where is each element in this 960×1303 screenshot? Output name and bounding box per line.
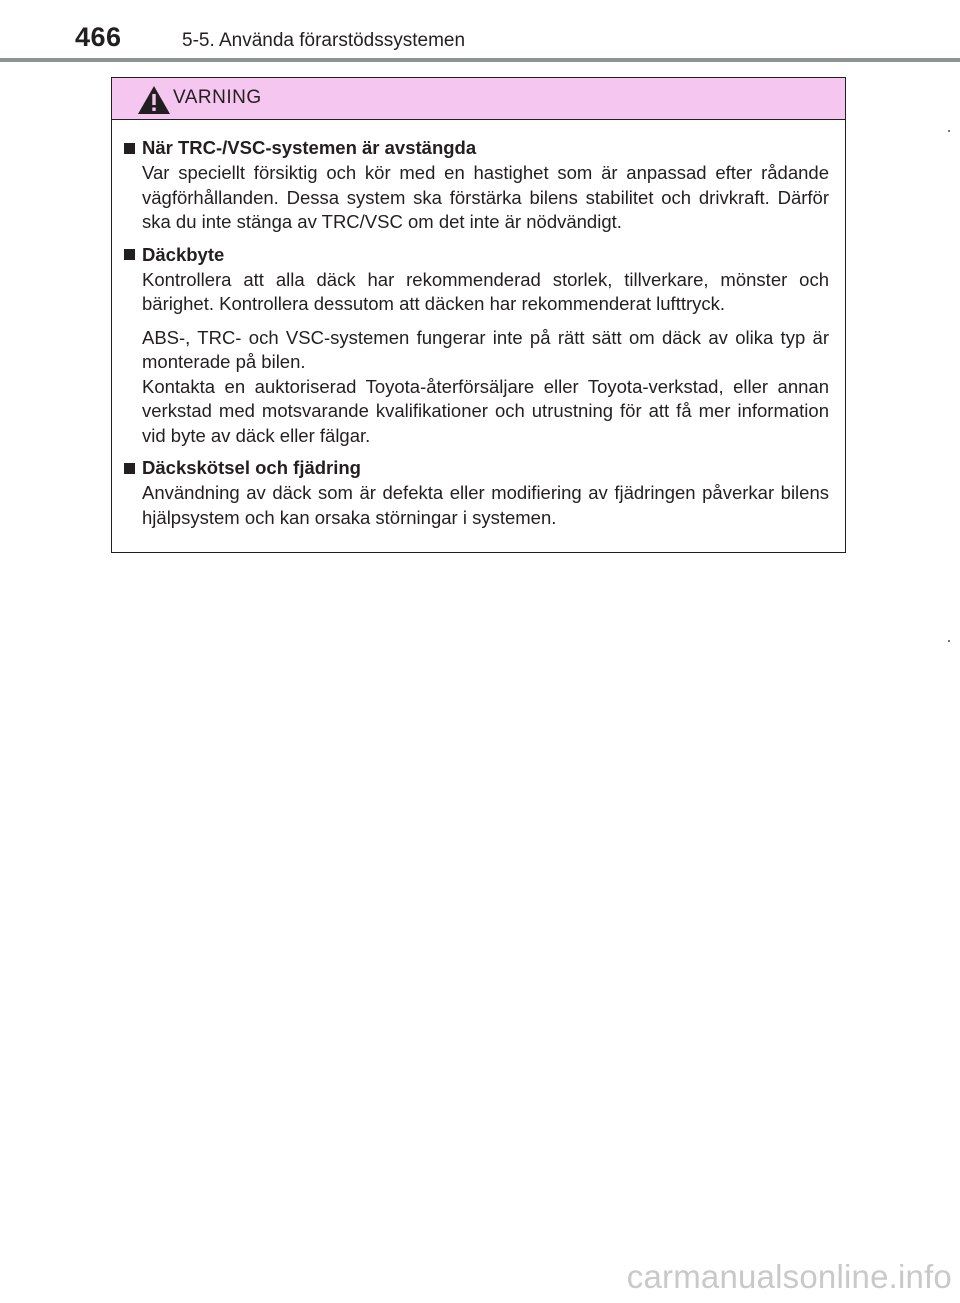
warning-item-tire-change	[124, 243, 829, 449]
warning-box	[111, 77, 846, 553]
square-bullet-icon	[124, 463, 135, 474]
warning-triangle-icon	[136, 84, 172, 116]
item-paragraph: Kontakta en auktoriserad Toyota-återförsäljare eller Toyota-verkstad, eller annan verkstad med motsvarande kvalifikationer och utrustning för att få mer information vid byte av däck eller fälgar.	[142, 375, 829, 446]
item-paragraph: Användning av däck som är defekta eller modifiering av fjädringen påverkar bilens hjälpsystem och kan orsaka störningar i systemen.	[142, 482, 829, 528]
square-bullet-icon	[124, 249, 135, 260]
header-rule	[0, 58, 960, 62]
item-title: Däckskötsel och fjädring	[142, 457, 361, 478]
square-bullet-icon	[124, 143, 135, 154]
warning-body	[112, 120, 845, 530]
edge-mark	[948, 130, 950, 132]
item-paragraph: Kontrollera att alla däck har rekommenderad storlek, tillverkare, mönster och bärighet. Kontrollera dessutom att däcken har rekommenderat lufttryck.	[142, 268, 829, 314]
section-title: 5-5. Använda förarstödssystemen	[182, 30, 466, 51]
warning-item-tire-care-suspension	[124, 456, 829, 530]
warning-header	[112, 78, 845, 120]
item-paragraph: Var speciellt försiktig och kör med en hastighet som är anpassad efter rådande vägförhållanden. Dessa system ska förstärka bilens stabilitet och drivkraft. Därför ska du inte stänga av TRC/VSC om det inte är nödvändigt.	[142, 162, 829, 232]
item-title: Däckbyte	[142, 243, 225, 265]
warning-item-trc-vsc-off	[124, 136, 829, 235]
item-title: När TRC-/VSC-systemen är avstängda	[142, 137, 477, 158]
page-number: 466	[75, 22, 122, 52]
page-header	[0, 0, 960, 64]
edge-mark	[948, 640, 950, 642]
warning-label: VARNING	[173, 87, 262, 108]
watermark: carmanualsonline.info	[626, 1258, 952, 1295]
item-paragraph: ABS-, TRC- och VSC-systemen fungerar inte på rätt sätt om däck av olika typ är monterade på bilen.	[142, 326, 829, 372]
